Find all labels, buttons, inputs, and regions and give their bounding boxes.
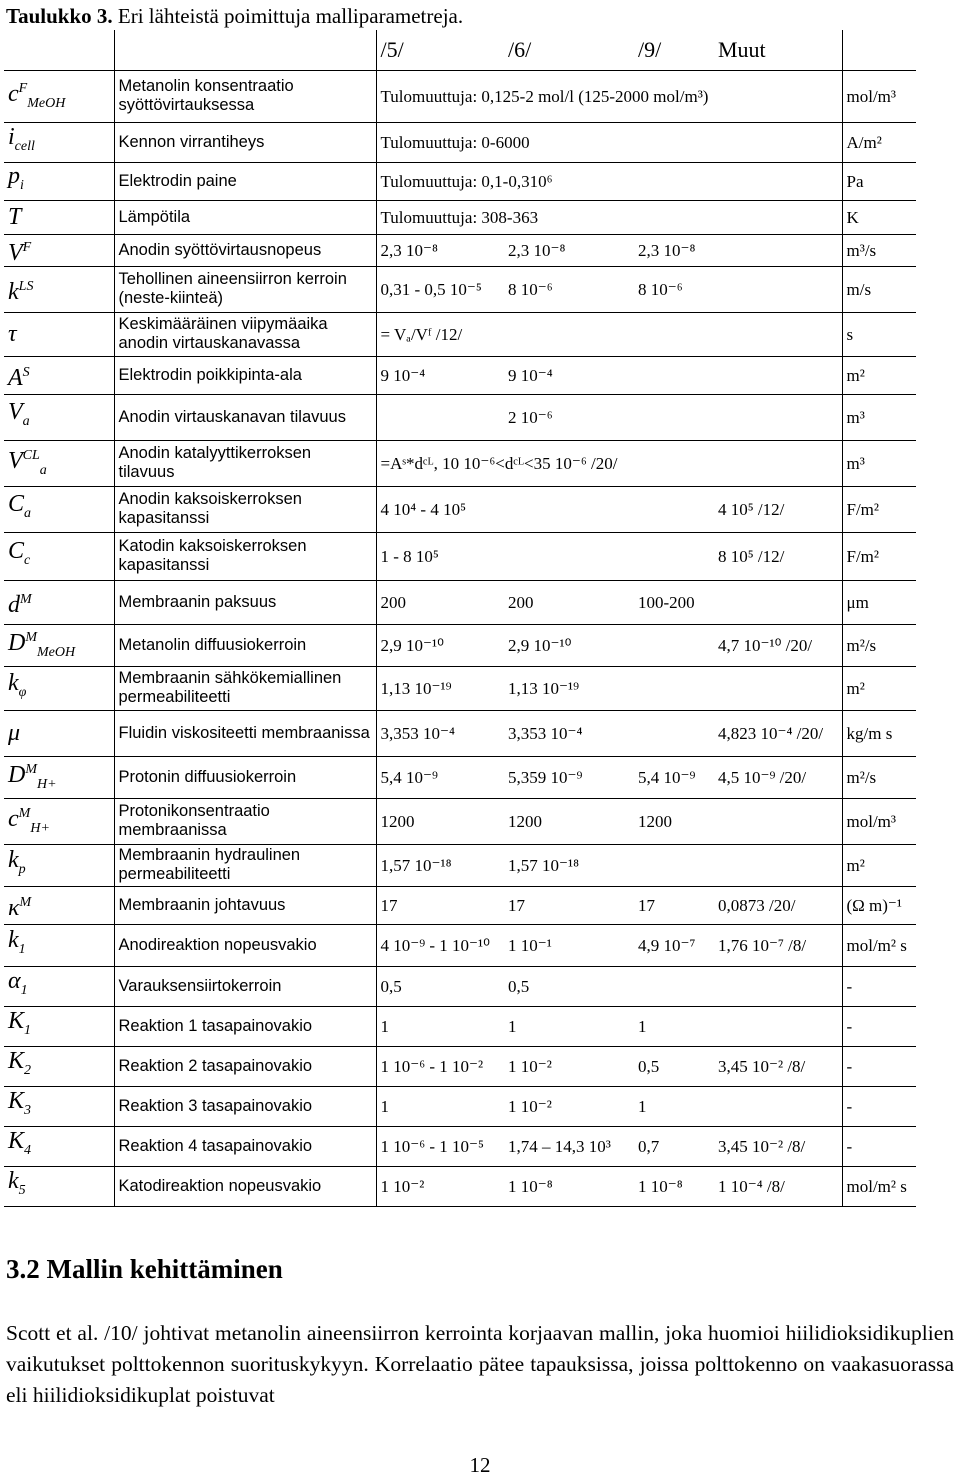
value-cell-c9 [634, 844, 714, 886]
table-row [4, 1086, 916, 1126]
table-row [4, 70, 916, 122]
symbol-cell [4, 266, 114, 312]
caption-label: Taulukko 3. [6, 4, 113, 28]
description-cell: Anodin virtauskanavan tilavuus [114, 394, 376, 440]
symbol-superscript: M [19, 894, 32, 910]
unit-cell: m² [842, 356, 916, 394]
unit-cell: A/m² [842, 122, 916, 162]
table-row [4, 122, 916, 162]
table-row [4, 1166, 916, 1206]
symbol-base: k [8, 847, 19, 874]
description-cell: Anodireaktion nopeusvakio [114, 924, 376, 966]
header-cell: /9/ [638, 37, 662, 63]
symbol-subscript: MeOH [27, 95, 66, 111]
description-cell: Lämpötila [114, 200, 376, 234]
value-cell-c5 [376, 394, 504, 440]
value-cell-c5: 4 10⁻⁹ - 1 10⁻¹⁰ [380, 935, 490, 955]
table-row [4, 200, 916, 234]
table-row [4, 266, 916, 312]
symbol-subscript: a [39, 462, 47, 478]
symbol-base: D [8, 630, 26, 657]
value-cell-c9: 0,5 [638, 1056, 660, 1076]
description-cell: Membraanin hydraulinen permeabiliteetti [114, 844, 376, 886]
table-row [4, 580, 916, 624]
symbol-cell [4, 312, 114, 356]
value-cell-c5: 9 10⁻⁴ [380, 365, 426, 385]
unit-cell: - [842, 1006, 916, 1046]
description-cell: Metanolin konsentraatio syöttövirtauksessa [114, 70, 376, 122]
value-cell-c5: 1,13 10⁻¹⁹ [380, 678, 452, 698]
table-row [4, 666, 916, 710]
symbol-subscript: H+ [37, 776, 57, 792]
symbol-base: V [8, 448, 23, 475]
symbol-base: i [8, 124, 15, 151]
symbol-superscript: LS [18, 278, 34, 294]
value-cell-c6: 1,13 10⁻¹⁹ [508, 678, 579, 698]
value-cell-c5: 1,57 10⁻¹⁸ [380, 855, 452, 875]
value-cell-cm [714, 440, 842, 486]
unit-cell: mol/m² s [842, 1166, 916, 1206]
value-cell-c6: 5,359 10⁻⁹ [508, 767, 583, 787]
value-cell-cm [714, 844, 842, 886]
symbol-cell [4, 966, 114, 1006]
table-header-row [4, 30, 916, 70]
symbol-cell [4, 1166, 114, 1206]
section-title: 3.2 Mallin kehittäminen [6, 1254, 283, 1284]
value-cell-c5: 1 [380, 1096, 389, 1116]
unit-cell: F/m² [842, 532, 916, 580]
symbol-cell [4, 580, 114, 624]
value-cell-c5: = Vₐ/Vᶠ /12/ [380, 324, 463, 344]
value-cell-c6: 200 [508, 592, 534, 612]
unit-cell: mol/m³ [842, 70, 916, 122]
symbol-cell [4, 440, 114, 486]
description-cell: Elektrodin paine [114, 162, 376, 200]
unit-cell: m²/s [842, 756, 916, 798]
value-cell-c9: 1 [638, 1016, 647, 1036]
unit-cell: μm [842, 580, 916, 624]
value-cell-c6: 2,3 10⁻⁸ [508, 240, 566, 260]
value-cell-c6: 1 10⁻² [508, 1056, 552, 1076]
symbol-cell [4, 394, 114, 440]
value-cell-cm [714, 666, 842, 710]
value-cell-c6 [504, 486, 634, 532]
value-cell-c6: 1200 [508, 811, 542, 831]
value-cell-c6: 2,9 10⁻¹⁰ [508, 635, 572, 655]
value-cell-c5: 1 - 8 10⁵ [380, 546, 439, 566]
value-cell-c6: 1 10⁻² [508, 1096, 552, 1116]
value-cell-cm: 4,7 10⁻¹⁰ /20/ [718, 635, 813, 655]
symbol-base: d [8, 591, 20, 618]
symbol-cell [4, 486, 114, 532]
value-cell-c9 [634, 710, 714, 756]
symbol-base: p [8, 163, 20, 190]
unit-cell: - [842, 1046, 916, 1086]
description-cell: Reaktion 1 tasapainovakio [114, 1006, 376, 1046]
value-cell-c6: 1,57 10⁻¹⁸ [508, 855, 579, 875]
symbol-cell [4, 1046, 114, 1086]
value-cell-c5: 2,9 10⁻¹⁰ [380, 635, 444, 655]
symbol-base: k [8, 670, 19, 697]
header-cell: /6/ [508, 37, 532, 63]
unit-cell: m³ [842, 440, 916, 486]
value-cell-c5: 0,5 [380, 976, 402, 996]
value-cell-c9 [634, 356, 714, 394]
value-cell-c9 [634, 312, 714, 356]
value-cell-c5: =Aˢ*dᶜᴸ, 10 10⁻⁶<dᶜᴸ<35 10⁻⁶ /20/ [380, 453, 618, 473]
symbol-superscript: F [18, 81, 28, 97]
table-row [4, 486, 916, 532]
value-cell-c6: 17 [508, 895, 525, 915]
symbol-base: τ [8, 320, 17, 347]
table-row [4, 532, 916, 580]
value-cell-c9 [634, 394, 714, 440]
unit-cell: m³/s [842, 234, 916, 266]
symbol-cell [4, 756, 114, 798]
body-paragraph: Scott et al. /10/ johtivat metanolin aineensiirron kerrointa korjaavan mallin, joka huomioi hiilidioksidikuplien vaikutukset polttokennon suorituskykyyn. Korrelaatio pätee tapauksissa, joissa polttokenno on vaakasuorassa eli hiilidioksidikuplat poistuvat [6, 1321, 954, 1407]
value-cell-c9: 100-200 [638, 592, 695, 612]
symbol-subscript: H+ [30, 820, 50, 836]
table-row [4, 162, 916, 200]
symbol-superscript: M [20, 591, 32, 607]
symbol-superscript: CL [22, 448, 40, 464]
parameter-table [4, 30, 916, 1207]
value-cell-c6 [504, 532, 634, 580]
symbol-base: κ [8, 894, 20, 921]
table-row [4, 844, 916, 886]
value-cell-c5: 1 10⁻² [380, 1176, 425, 1196]
unit-cell: F/m² [842, 486, 916, 532]
description-cell: Katodin kaksoiskerroksen kapasitanssi [114, 532, 376, 580]
table-row [4, 1046, 916, 1086]
value-cell-c5: 17 [380, 895, 398, 915]
description-cell: Membraanin paksuus [114, 580, 376, 624]
value-span-cell: Tulomuuttuja: 308-363 [380, 207, 539, 227]
symbol-subscript: 1 [24, 1022, 32, 1038]
symbol-base: V [8, 239, 23, 266]
value-cell-cm: 1 10⁻⁴ /8/ [718, 1176, 785, 1196]
symbol-cell [4, 122, 114, 162]
value-cell-cm [714, 234, 842, 266]
unit-cell: - [842, 1086, 916, 1126]
header-cell: /5/ [380, 37, 404, 63]
value-cell-cm: 4,5 10⁻⁹ /20/ [718, 767, 807, 787]
description-cell: Membraanin johtavuus [114, 886, 376, 924]
description-cell: Varauksensiirtokerroin [114, 966, 376, 1006]
unit-cell: m/s [842, 266, 916, 312]
table-row [4, 624, 916, 666]
table-row [4, 440, 916, 486]
value-cell-cm [714, 1006, 842, 1046]
symbol-base: C [8, 491, 25, 518]
symbol-base: μ [8, 719, 21, 746]
symbol-base: T [8, 203, 22, 230]
value-cell-c9: 8 10⁻⁶ [638, 279, 683, 299]
symbol-cell [4, 886, 114, 924]
value-cell-c9 [634, 966, 714, 1006]
symbol-cell [4, 532, 114, 580]
value-cell-c9: 1 10⁻⁸ [638, 1176, 683, 1196]
value-cell-c6: 2 10⁻⁶ [508, 407, 553, 427]
description-cell: Metanolin diffuusiokerroin [114, 624, 376, 666]
symbol-base: A [8, 364, 23, 391]
symbol-superscript: F [22, 239, 32, 255]
value-cell-cm: 4,823 10⁻⁴ /20/ [718, 723, 824, 743]
value-cell-c6: 9 10⁻⁴ [508, 365, 553, 385]
symbol-cell [4, 798, 114, 844]
symbol-subscript: MeOH [37, 644, 76, 660]
description-cell: Reaktion 2 tasapainovakio [114, 1046, 376, 1086]
value-cell-c5: 5,4 10⁻⁹ [380, 767, 438, 787]
header-cell: Muut [718, 37, 766, 63]
value-cell-cm [714, 798, 842, 844]
value-cell-cm: 3,45 10⁻² /8/ [718, 1136, 806, 1156]
table-row [4, 1006, 916, 1046]
value-cell-cm [714, 394, 842, 440]
value-cell-c6: 3,353 10⁻⁴ [508, 723, 583, 743]
header-empty-cell [114, 30, 376, 70]
value-cell-c6: 1,74 – 14,3 10³ [508, 1136, 611, 1156]
symbol-subscript: 4 [24, 1142, 32, 1158]
symbol-base: K [8, 1048, 25, 1075]
value-cell-c5: 0,31 - 0,5 10⁻⁵ [380, 279, 482, 299]
value-cell-c5: 4 10⁴ - 4 10⁵ [380, 499, 467, 519]
description-cell: Tehollinen aineensiirron kerroin (neste-kiinteä) [114, 266, 376, 312]
header-empty-cell [842, 30, 916, 70]
value-cell-c9: 2,3 10⁻⁸ [638, 240, 696, 260]
symbol-subscript: 1 [18, 941, 26, 957]
symbol-base: c [8, 81, 19, 108]
symbol-base: k [8, 278, 19, 305]
symbol-subscript: i [20, 177, 24, 193]
caption-text: Eri lähteistä poimittuja malliparametreja. [112, 4, 464, 28]
symbol-superscript: M [18, 806, 31, 822]
symbol-subscript: c [24, 552, 31, 568]
symbol-subscript: cell [14, 138, 35, 154]
symbol-superscript: M [25, 630, 38, 646]
unit-cell: Pa [842, 162, 916, 200]
unit-cell: (Ω m)⁻¹ [842, 886, 916, 924]
symbol-subscript: φ [18, 684, 27, 700]
value-cell-c9: 17 [638, 895, 655, 915]
value-cell-c6: 1 [508, 1016, 517, 1036]
symbol-base: K [8, 1128, 25, 1155]
value-cell-cm [714, 1086, 842, 1126]
symbol-subscript: a [22, 413, 30, 429]
symbol-subscript: 3 [24, 1102, 32, 1118]
unit-cell: mol/m³ [842, 798, 916, 844]
value-cell-c5: 200 [380, 592, 406, 612]
value-cell-c9: 4,9 10⁻⁷ [638, 935, 696, 955]
unit-cell: m² [842, 666, 916, 710]
description-cell: Protonikonsentraatio membraanissa [114, 798, 376, 844]
unit-cell: kg/m s [842, 710, 916, 756]
value-cell-c9: 1200 [638, 811, 672, 831]
symbol-base: V [8, 399, 23, 426]
value-cell-c6: 1 10⁻¹ [508, 935, 552, 955]
symbol-cell [4, 844, 114, 886]
value-cell-cm [714, 266, 842, 312]
unit-cell: m³ [842, 394, 916, 440]
value-cell-cm: 3,45 10⁻² /8/ [718, 1056, 806, 1076]
symbol-cell [4, 356, 114, 394]
unit-cell: s [842, 312, 916, 356]
value-cell-c5: 2,3 10⁻⁸ [380, 240, 438, 260]
symbol-cell [4, 1006, 114, 1046]
description-cell: Protonin diffuusiokerroin [114, 756, 376, 798]
value-cell-c9: 5,4 10⁻⁹ [638, 767, 696, 787]
unit-cell: - [842, 966, 916, 1006]
table-caption [6, 4, 463, 29]
description-cell: Keskimääräinen viipymäaika anodin virtauskanavassa [114, 312, 376, 356]
symbol-base: K [8, 1008, 25, 1035]
symbol-base: C [8, 538, 25, 565]
page-number: 12 [469, 1453, 491, 1477]
symbol-base: D [8, 762, 26, 789]
value-cell-c6: 1 10⁻⁸ [508, 1176, 553, 1196]
table-row [4, 756, 916, 798]
table-row [4, 1126, 916, 1166]
symbol-cell [4, 162, 114, 200]
symbol-cell [4, 1086, 114, 1126]
value-cell-c6: 0,5 [508, 976, 530, 996]
value-cell-c9 [634, 624, 714, 666]
description-cell: Kennon virrantiheys [114, 122, 376, 162]
value-cell-c5: 1 [380, 1016, 389, 1036]
description-cell: Anodin kaksoiskerroksen kapasitanssi [114, 486, 376, 532]
value-cell-c6: 8 10⁻⁶ [508, 279, 553, 299]
symbol-subscript: p [18, 861, 26, 877]
table-row [4, 356, 916, 394]
description-cell: Fluidin viskositeetti membraanissa [114, 710, 376, 756]
symbol-base: c [8, 806, 19, 833]
value-cell-c9 [634, 666, 714, 710]
unit-cell: - [842, 1126, 916, 1166]
value-cell-c5: 1200 [380, 811, 415, 831]
unit-cell: K [842, 200, 916, 234]
symbol-subscript: 1 [20, 982, 28, 998]
value-cell-cm: 0,0873 /20/ [718, 895, 796, 915]
table-row [4, 394, 916, 440]
value-cell-cm [714, 312, 842, 356]
description-cell: Anodin katalyyttikerroksen tilavuus [114, 440, 376, 486]
symbol-base: k [8, 1168, 19, 1195]
symbol-subscript: 2 [24, 1062, 32, 1078]
table-row [4, 234, 916, 266]
value-cell-c5: 3,353 10⁻⁴ [380, 723, 455, 743]
table-row [4, 798, 916, 844]
value-cell-cm [714, 356, 842, 394]
value-cell-c9: 1 [638, 1096, 647, 1116]
value-cell-c9 [634, 486, 714, 532]
value-cell-c9: 0,7 [638, 1136, 660, 1156]
symbol-superscript: S [22, 364, 30, 380]
value-cell-cm: 1,76 10⁻⁷ /8/ [718, 935, 807, 955]
value-cell-c9 [634, 532, 714, 580]
value-span-cell: Tulomuuttuja: 0-6000 [380, 132, 530, 152]
value-span-cell: Tulomuuttuja: 0,1-0,310⁶ [380, 171, 553, 191]
symbol-cell [4, 200, 114, 234]
value-cell-cm [714, 966, 842, 1006]
symbol-base: α [8, 968, 21, 995]
symbol-superscript: M [25, 762, 38, 778]
table-row [4, 886, 916, 924]
description-cell: Reaktion 4 tasapainovakio [114, 1126, 376, 1166]
symbol-cell [4, 70, 114, 122]
value-cell-c6 [504, 312, 634, 356]
symbol-cell [4, 1126, 114, 1166]
description-cell: Elektrodin poikkipinta-ala [114, 356, 376, 394]
header-empty-cell [4, 30, 114, 70]
symbol-cell [4, 666, 114, 710]
description-cell: Reaktion 3 tasapainovakio [114, 1086, 376, 1126]
table-row [4, 710, 916, 756]
table-row [4, 966, 916, 1006]
unit-cell: mol/m² s [842, 924, 916, 966]
value-cell-c5: 1 10⁻⁶ - 1 10⁻⁵ [380, 1136, 484, 1156]
symbol-cell [4, 234, 114, 266]
symbol-subscript: a [24, 505, 32, 521]
symbol-cell [4, 924, 114, 966]
value-cell-cm: 8 10⁵ /12/ [718, 546, 785, 566]
description-cell: Katodireaktion nopeusvakio [114, 1166, 376, 1206]
unit-cell: m² [842, 844, 916, 886]
symbol-base: K [8, 1088, 25, 1115]
symbol-cell [4, 624, 114, 666]
value-cell-c9 [634, 440, 714, 486]
table-row [4, 924, 916, 966]
value-cell-cm: 4 10⁵ /12/ [718, 499, 785, 519]
unit-cell: m²/s [842, 624, 916, 666]
symbol-base: k [8, 927, 19, 954]
value-cell-cm [714, 580, 842, 624]
symbol-subscript: 5 [18, 1182, 26, 1198]
description-cell: Membraanin sähkökemiallinen permeabiliteetti [114, 666, 376, 710]
symbol-cell [4, 710, 114, 756]
value-cell-c5: 1 10⁻⁶ - 1 10⁻² [380, 1056, 484, 1076]
description-cell: Anodin syöttövirtausnopeus [114, 234, 376, 266]
value-span-cell: Tulomuuttuja: 0,125-2 mol/l (125-2000 mol/m³) [380, 86, 709, 106]
table-row [4, 312, 916, 356]
